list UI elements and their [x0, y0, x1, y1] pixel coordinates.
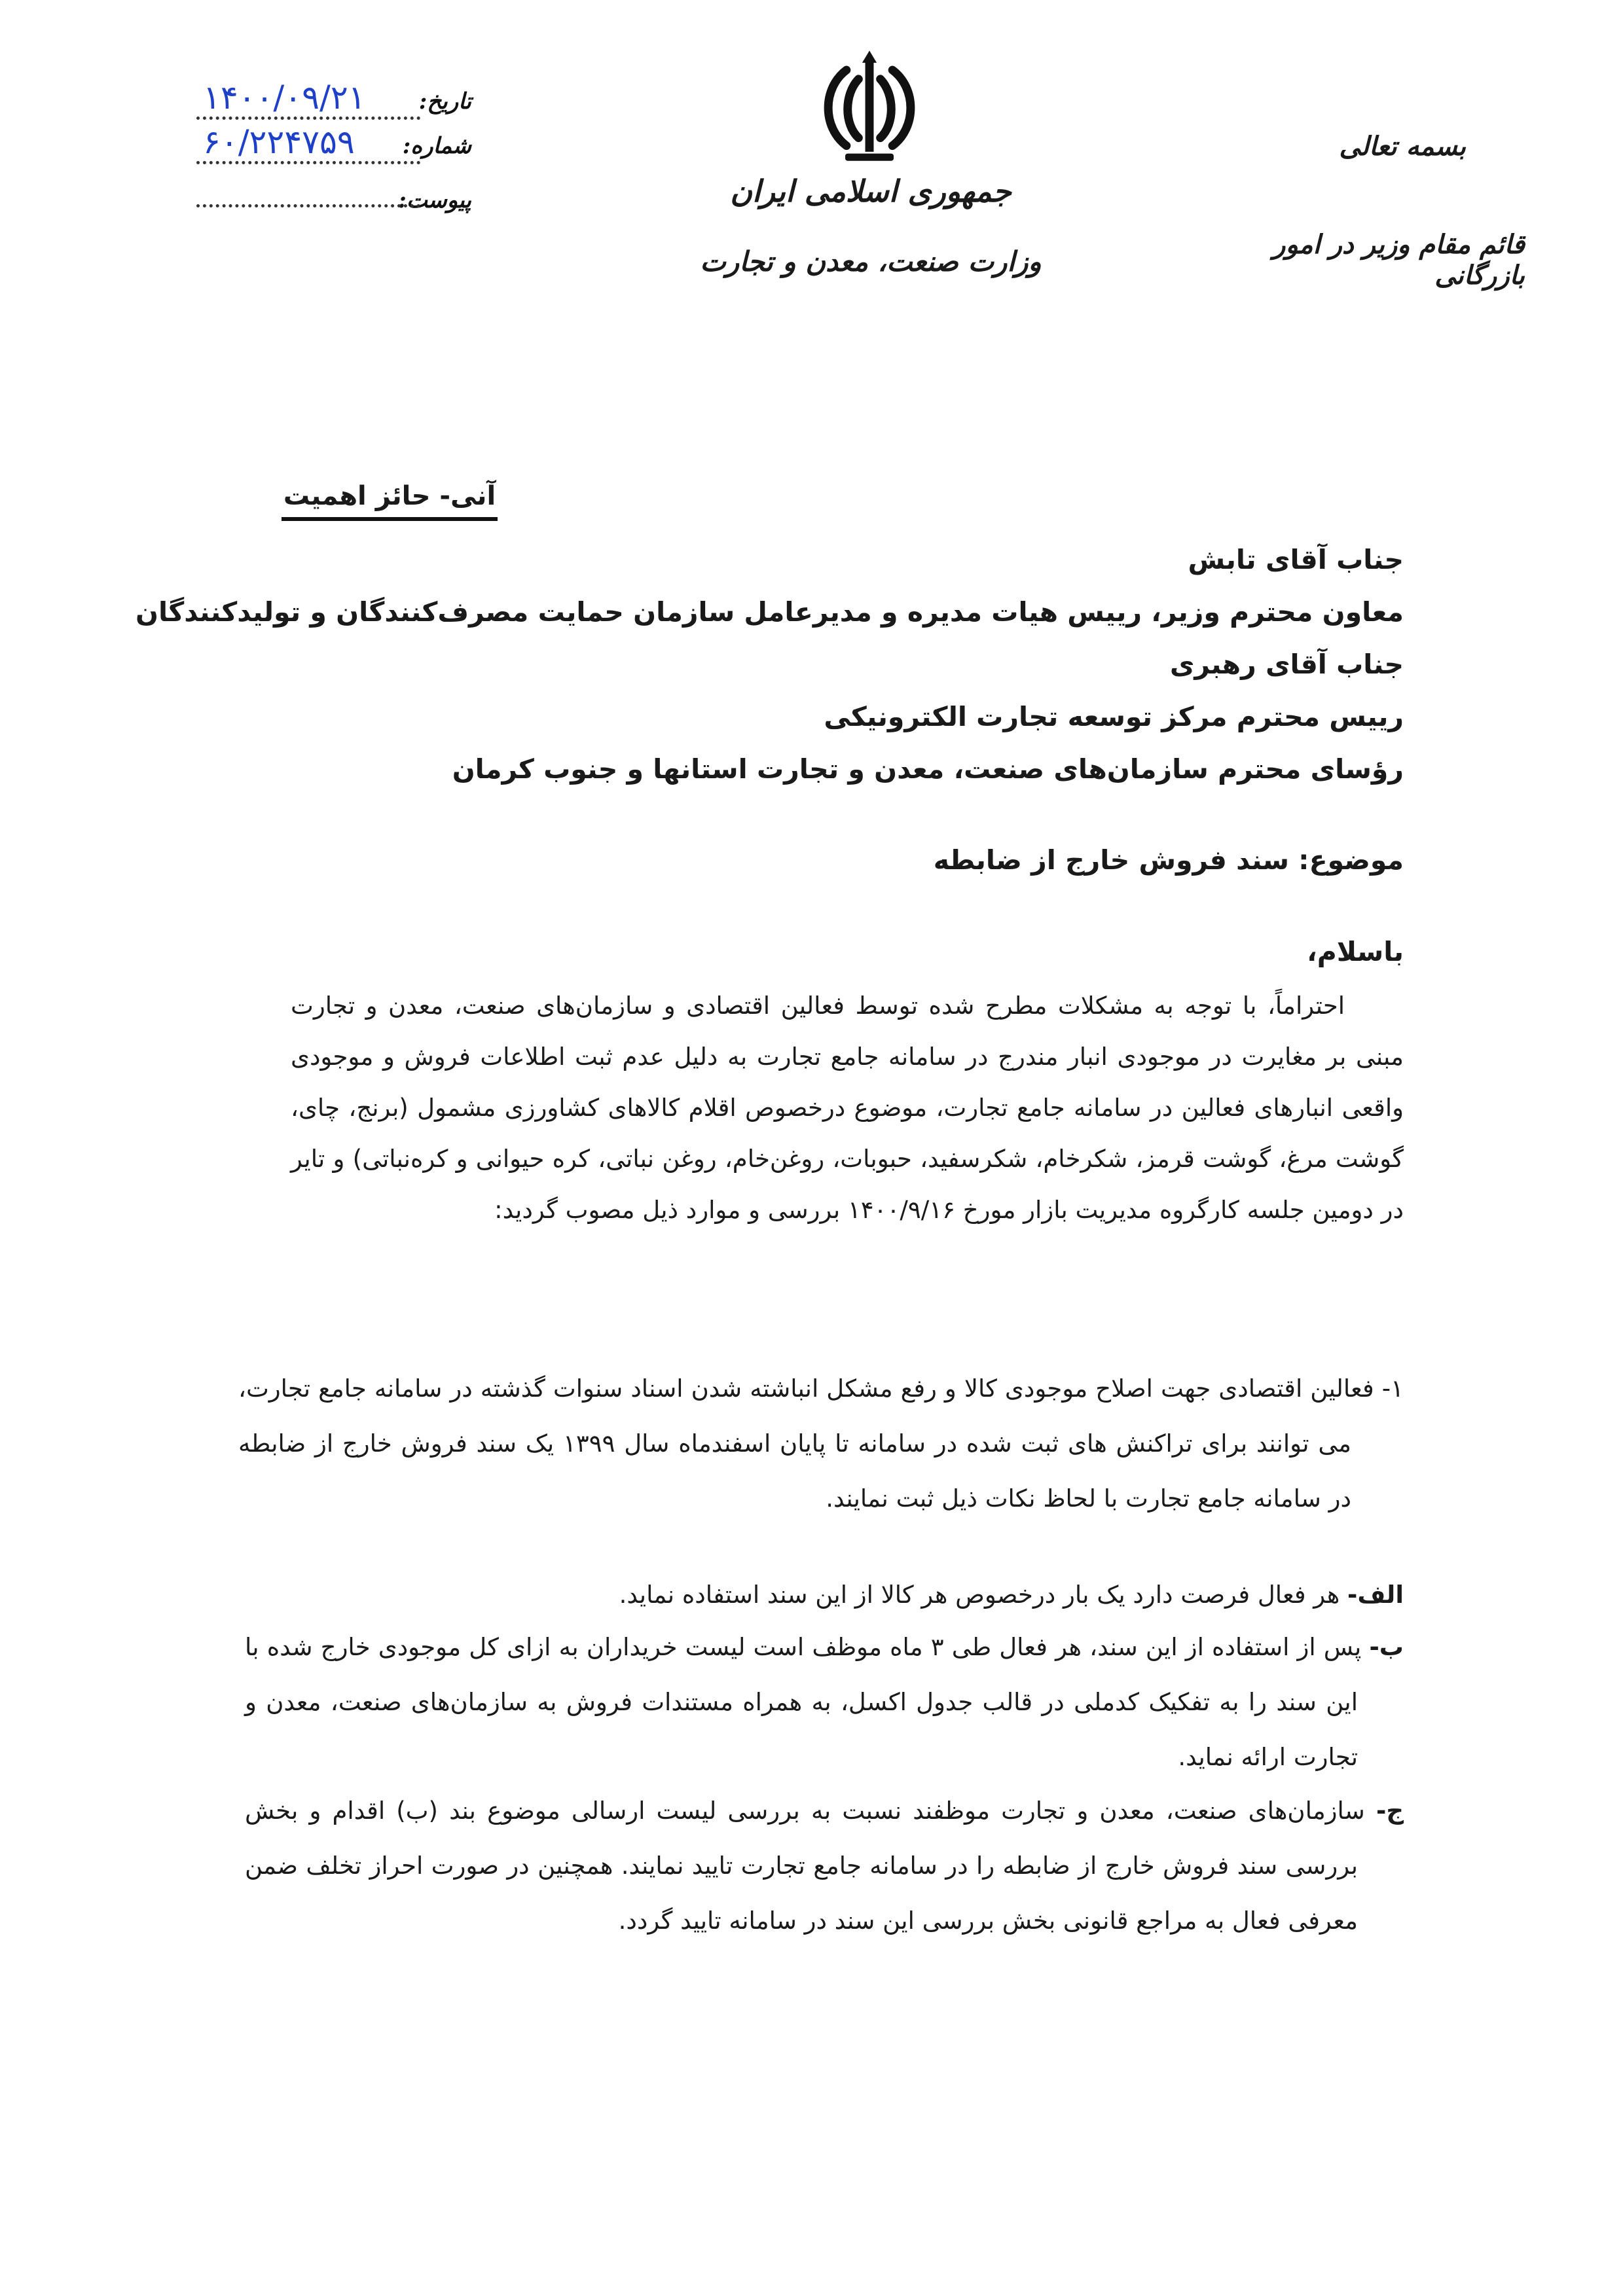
letter-meta — [196, 79, 471, 212]
subject-line: موضوع: سند فروش خارج از ضابطه — [933, 844, 1404, 876]
item-jim — [245, 1784, 1404, 1948]
number-label: شماره: — [402, 133, 471, 159]
attachment-value — [196, 168, 420, 207]
salutation: باسلام، — [1307, 936, 1404, 967]
date-row — [196, 79, 471, 123]
country-name: جمهوری اسلامی ایران — [730, 173, 1012, 209]
item-alef-text: هر فعال فرصت دارد یک بار درخصوص هر کالا از این سند استفاده نماید. — [619, 1581, 1340, 1609]
addressee-block — [135, 533, 1404, 795]
item-alef-letter: الف- — [1347, 1581, 1404, 1609]
item-alef — [291, 1568, 1404, 1623]
item-be — [245, 1620, 1404, 1785]
addressee-line: جناب آقای تابش — [1188, 544, 1404, 575]
urgency-label: آنی- حائز اهمیت — [283, 481, 496, 511]
item-jim-letter: ج- — [1376, 1797, 1404, 1825]
urgency-underline — [282, 517, 498, 521]
attachment-label: پیوست: — [398, 187, 471, 213]
item-one-number: ۱- — [1381, 1374, 1404, 1403]
deputy-title: قائم مقام وزیر در امور بازرگانی — [1273, 229, 1525, 291]
item-be-letter: ب- — [1369, 1633, 1404, 1661]
number-value: ۶۰/۲۲۴۷۵۹ — [196, 123, 420, 164]
body-paragraph — [291, 980, 1404, 1236]
addressee-line: رؤسای محترم سازمان‌های صنعت، معدن و تجارت استانها و جنوب کرمان — [452, 753, 1404, 785]
ministry-name: وزارت صنعت، معدن و تجارت — [700, 245, 1042, 278]
body-text: احتراماً، با توجه به مشکلات مطرح شده توسط فعالین اقتصادی و سازمان‌های صنعت، معدن و تجارت مبنی بر مغایرت در موجودی انبار مندرج در سامانه جامع تجارت به دلیل عدم ثبت اطلاعات فروش و موجودی واقعی انبارهای فعالین در سامانه جامع تجارت، موضوع درخصوص اقلام کالاهای کشاورزی مشمول (برنج، چای، گوشت مرغ، گوشت قرمز، شکرخام، شکرسفید، حبوبات، روغن‌خام، روغن نباتی، کره حیوانی و کره‌نباتی) و تایر در دومین جلسه کارگروه مدیریت بازار مورخ ۱۴۰۰/۹/۱۶ بررسی و موارد ذیل مصوب گردید: — [291, 992, 1404, 1224]
iran-emblem-icon — [807, 46, 932, 167]
attachment-row — [196, 168, 471, 212]
date-label: تاریخ: — [418, 88, 471, 115]
number-row — [196, 123, 471, 168]
item-one-text: فعالین اقتصادی جهت اصلاح موجودی کالا و رفع مشکل انباشته شدن اسناد سنوات گذشته در سامانه جامع تجارت، می توانند برای تراکنش های ثبت شده در سامانه تا پایان اسفندماه سال ۱۳۹۹ یک سند فروش خارج از ضابطه در سامانه جامع تجارت با لحاظ نکات ذیل ثبت نمایند. — [238, 1374, 1374, 1513]
item-one — [238, 1361, 1404, 1526]
addressee-line: معاون محترم وزیر، رییس هیات مدیره و مدیرعامل سازمان حمایت مصرف‌کنندگان و تولیدکنندگان — [135, 596, 1404, 628]
addressee-line: جناب آقای رهبری — [1169, 649, 1404, 680]
addressee-line: رییس محترم مرکز توسعه تجارت الکترونیکی — [824, 701, 1404, 732]
item-jim-text: سازمان‌های صنعت، معدن و تجارت موظفند نسبت به بررسی لیست ارسالی موضوع بند (ب) اقدام و بخش بررسی سند فروش خارج از ضابطه را در سامانه جامع تجارت تایید نمایند. همچنین در صورت احراز تخلف ضمن معرفی فعال به مراجع قانونی بخش بررسی این سند در سامانه تایید گردد. — [245, 1797, 1365, 1935]
item-be-text: پس از استفاده از این سند، هر فعال طی ۳ ماه موظف است لیست خریداران به ازای کل موجودی خارج شده با این سند را به تفکیک کدملی در قالب جدول اکسل، به همراه مستندات فروش به سازمان‌های صنعت، معدن و تجارت ارائه نماید. — [245, 1633, 1362, 1771]
date-value: ۱۴۰۰/۰۹/۲۱ — [196, 79, 420, 120]
basmala: بسمه تعالی — [1339, 131, 1466, 162]
